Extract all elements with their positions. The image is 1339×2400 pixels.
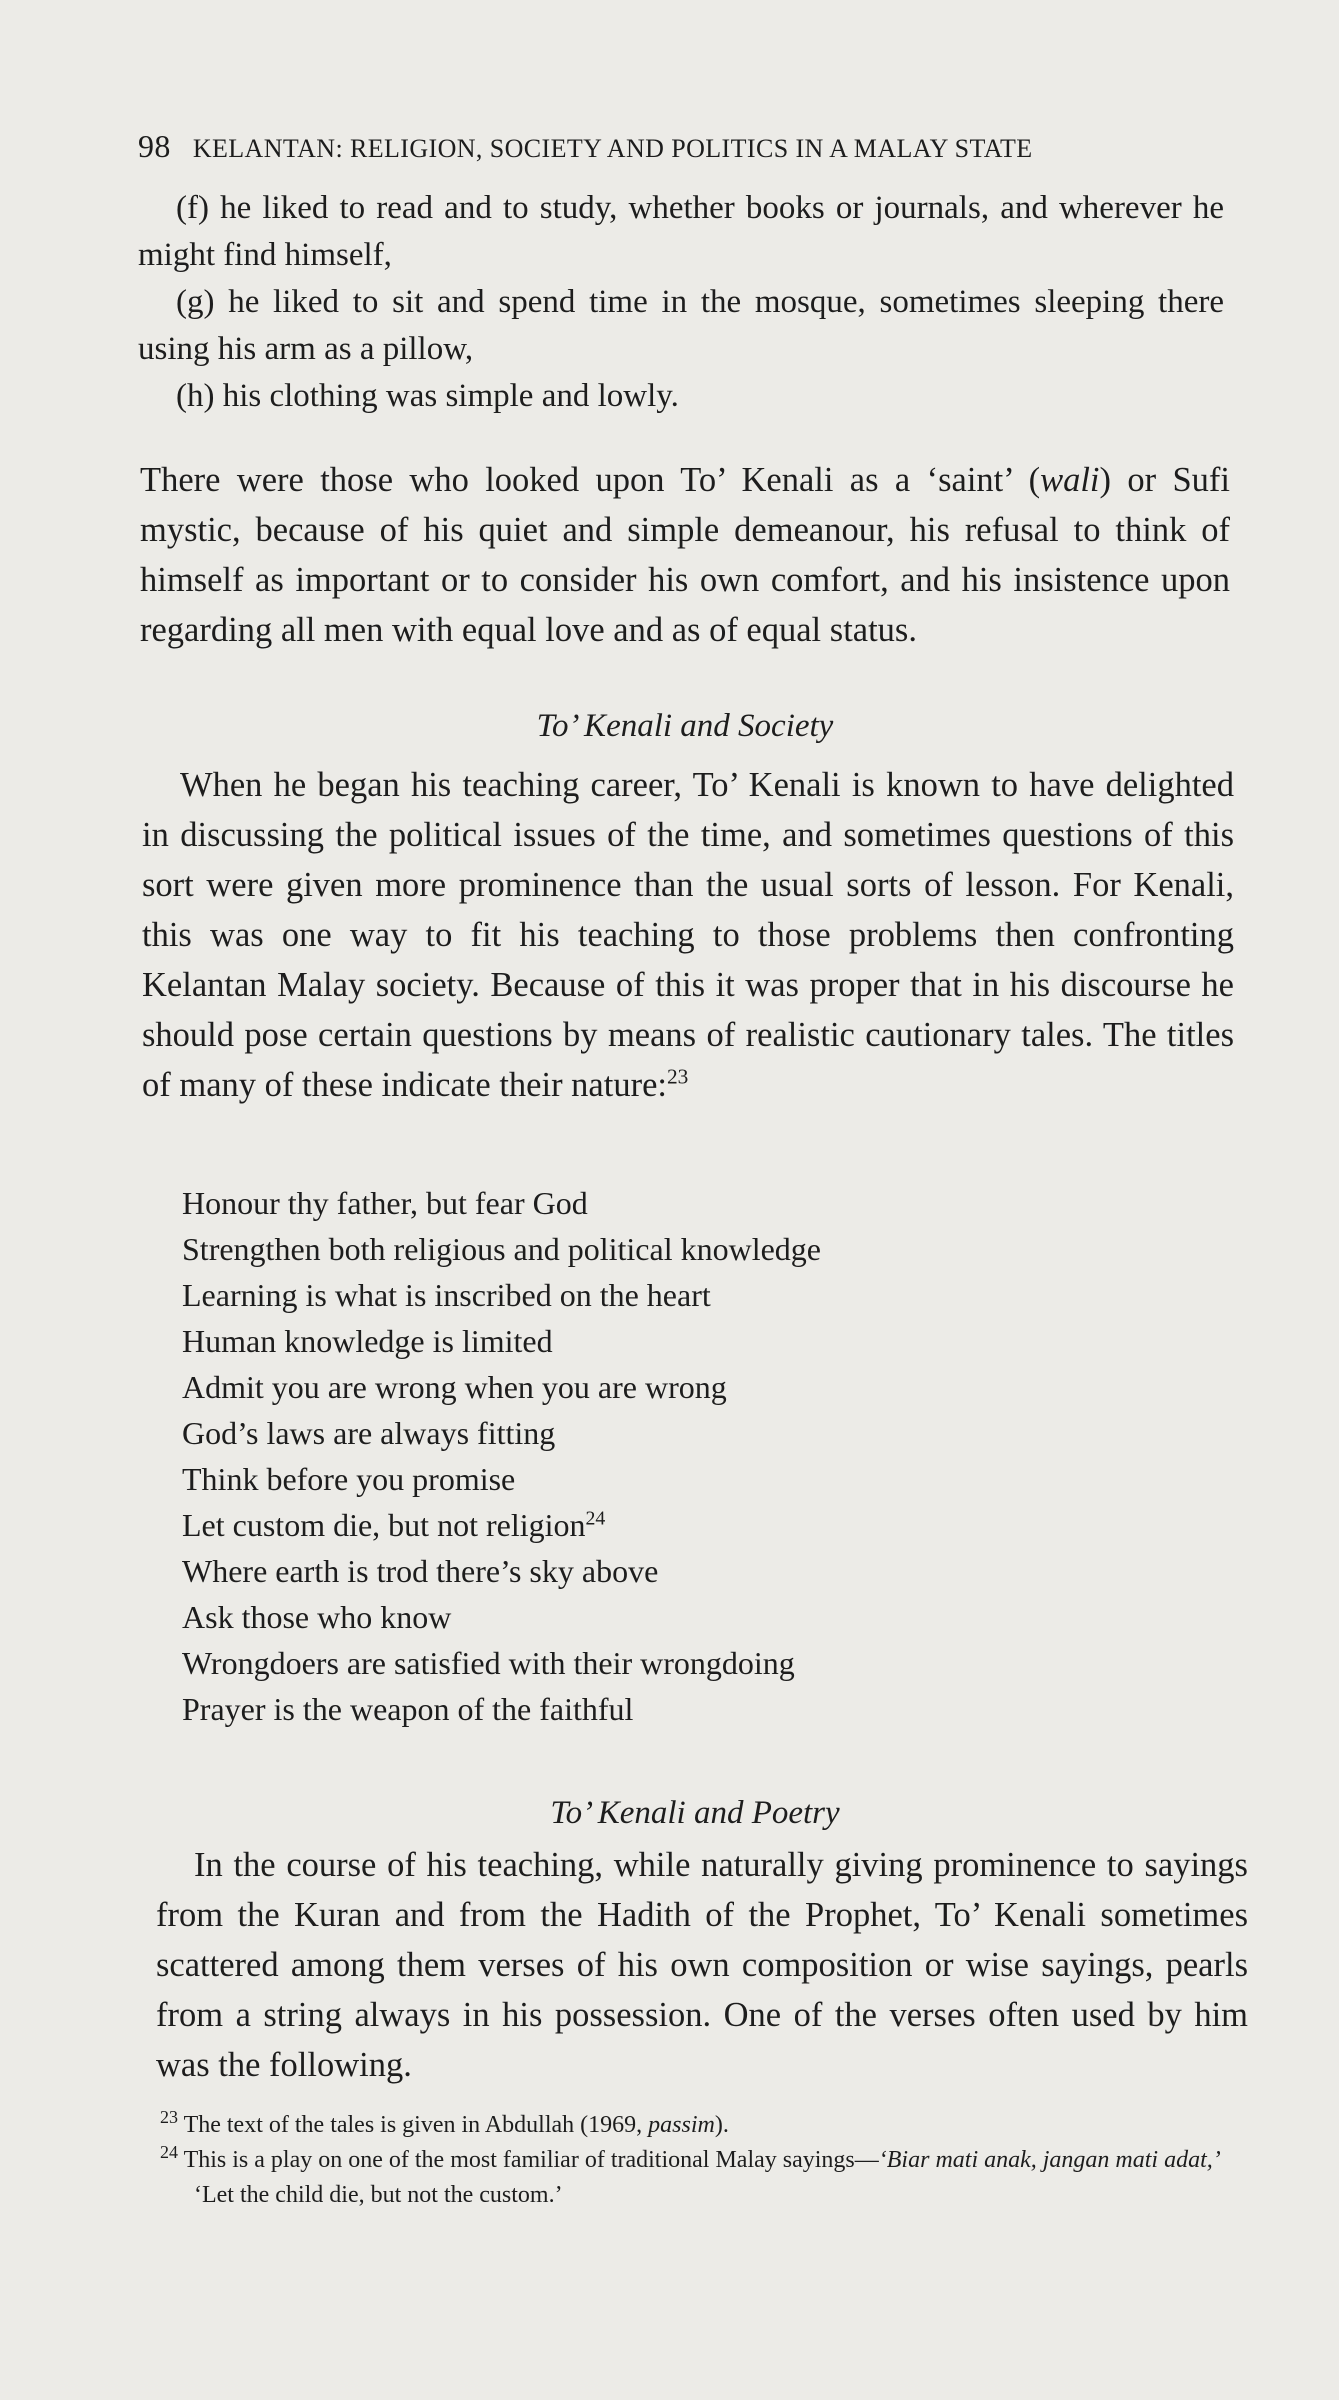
running-title: KELANTAN: RELIGION, SOCIETY AND POLITICS IN A MALAY STATE: [192, 134, 1033, 163]
tale-title: God’s laws are always fitting: [182, 1415, 556, 1451]
tale-title: Let custom die, but not religion: [182, 1507, 586, 1543]
footnotes: [160, 2108, 1252, 2213]
list-items: [138, 185, 1224, 420]
italic-term: wali: [1040, 461, 1100, 499]
tale-title: Strengthen both religious and political knowledge: [182, 1231, 821, 1267]
tale-title: Think before you promise: [182, 1461, 516, 1497]
section-heading-society: To’ Kenali and Society: [536, 708, 834, 744]
footnote-ref-24: 24: [585, 1507, 606, 1530]
list-item: (h) his clothing was simple and lowly.: [176, 378, 679, 414]
tale-title: Honour thy father, but fear God: [182, 1185, 588, 1221]
paragraph-saint: There were those who looked upon To’ Kenali as a ‘saint’ (wali) or Sufi mystic, because of his quiet and simple demeanour, his refusal to think of himself as important or to consider his own comfort, and his insistence upon regarding all men with equal love and as of equal status.: [140, 461, 1230, 649]
tale-title: Prayer is the weapon of the faithful: [182, 1691, 634, 1727]
tale-title: Learning is what is inscribed on the heart: [182, 1277, 711, 1313]
list-item: (g) he liked to sit and spend time in the mosque, sometimes sleeping there using his arm as a pillow,: [138, 284, 1224, 367]
tales-list: [182, 1180, 1082, 1732]
tale-title: Wrongdoers are satisfied with their wrongdoing: [182, 1645, 795, 1681]
tale-title: Human knowledge is limited: [182, 1323, 553, 1359]
list-item: (f) he liked to read and to study, whether books or journals, and wherever he might find himself,: [138, 190, 1224, 273]
tale-title: Where earth is trod there’s sky above: [182, 1553, 659, 1589]
section-heading-poetry: To’ Kenali and Poetry: [550, 1795, 840, 1831]
footnote-24: $^{24}$ This is a play on one of the most familiar of traditional Malay sayings—‘Biar mati anak, jangan mati adat,’ ‘Let the child die, but not the custom.’: [160, 2142, 1221, 2208]
footnote-23: $^{23}$ The text of the tales is given in Abdullah (1969, passim).: [160, 2107, 729, 2138]
footnote-ref-23: 23: [666, 1064, 689, 1089]
paragraph-teaching: When he began his teaching career, To’ Kenali is known to have delighted in discussing the political issues of the time, and sometimes questions of this sort were given more prominence than the usual sorts of lesson. For Kenali, this was one way to fit his teaching to those problems then confronting Kelantan Malay society. Because of this it was proper that in his discourse he should pose certain questions by means of realistic cautionary tales. The titles of many of these indicate their nature:$^{23}$: [142, 766, 1234, 1104]
tale-title: Admit you are wrong when you are wrong: [182, 1369, 727, 1405]
paragraph-poetry: In the course of his teaching, while naturally giving prominence to sayings from the Kuran and from the Hadith of the Prophet, To’ Kenali sometimes scattered among them verses of his own composition or wise sayings, pearls from a string always in his possession. One of the verses often used by him was the following.: [156, 1846, 1248, 2084]
page-number: 98: [138, 128, 171, 164]
running-header: [138, 128, 1238, 165]
tale-title: Ask those who know: [182, 1599, 452, 1635]
